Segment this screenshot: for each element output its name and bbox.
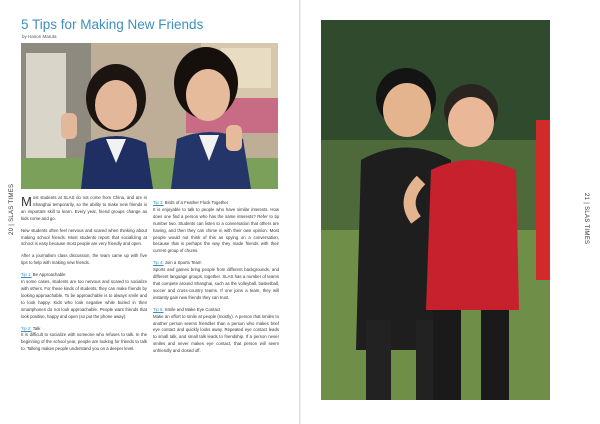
tip-1	[21, 272, 147, 320]
drop-cap: M	[21, 194, 32, 209]
tip-3-title: Birds of a Feather Flock Together	[163, 200, 229, 205]
tip-4	[153, 260, 279, 301]
tip-3	[153, 200, 279, 255]
right-page-number-label: 21 | SLAS TIMES	[583, 193, 589, 245]
text-column-1	[21, 195, 147, 358]
tip-4-label: Tip 4:	[153, 260, 164, 266]
tip-4-title: Join a Sports Team	[163, 260, 202, 266]
tip-5-text: Make an effort to smile at people (mostly). A person that smiles to another person seems friendlier than a person who makes brief eye contact and quickly looks away. Repeated eye contact leads to small talk, and small talk leads to friendship. If a person never smiles and never makes eye contact, that person will seem unfriendly and closed off.	[153, 313, 279, 354]
tip-2	[21, 326, 147, 354]
article-byline: by Hanon Maruta	[22, 34, 57, 39]
tip-5-label: Tip 5:	[153, 306, 164, 312]
tip-2-text: It is difficult to socialize with someone who refuses to talk. In the beginning of the school year, people are looking for friends to talk to. Talking makes people understand you on a deeper level.	[21, 332, 147, 352]
tip-2-label: Tip 2:	[21, 325, 32, 331]
page-fold	[299, 0, 301, 424]
tip-5-title: Smile and Make Eye Contact	[163, 306, 221, 312]
intro-paragraph-3: After a journalism class discussion, the team came up with five tips to help with making new friends.	[21, 253, 147, 266]
tip-4-text: Sports and games bring people from different backgrounds, and different language groups, together. SLAS has a number of teams that compete around Shanghai, such as the volleyball, basketball, soccer and cross-country teams. If one joins a team, they will instantly gain new friends they can trust.	[153, 267, 279, 300]
article-title: 5 Tips for Making New Friends	[21, 17, 204, 32]
text-column-2	[153, 200, 279, 360]
tip-1-text: In some cases, students are too nervous and scared to socialize with others. For these kinds of students, they can make friends by looking approachable. To be approachable is to always smile and to look happy. Kids who look negative while buried in their smartphones do not look approachable. People want friends that look positive, happy and open (so put the phone away).	[21, 279, 147, 319]
tip-2-title: Talk	[31, 325, 41, 331]
photo-two-boys	[321, 20, 550, 400]
photo-two-girls	[21, 43, 278, 189]
intro-paragraph-2: New students often feel nervous and scared when thinking about making school friends. Most students report that socializing at school is easy because most people are very friendly and open.	[21, 227, 147, 247]
tip-1-label: Tip 1:	[21, 272, 32, 278]
left-page-number-label: 20 | SLAS TIMES	[9, 183, 15, 235]
tip-5	[153, 307, 279, 355]
tip-3-text: It is enjoyable to talk to people who have similar interests. How does one find a person who has the same interests? Refer to tip number two. Students can listen to a conversation that others are having, and then they can chime in with their own opinion. Most people would not think of this as spying on a conversation, because that is perhaps the way they made friends with their current group of chums.	[153, 206, 279, 254]
intro-paragraph-1: Most students at SLAS do not come from China, and are in Shanghai temporarily, so the ability to make new friends is an important skill to learn. Every year, friend groups change as kids come and go.	[21, 194, 147, 221]
tip-1-title: Be Approachable	[31, 272, 66, 278]
tip-3-label: Tip 3:	[153, 200, 164, 205]
